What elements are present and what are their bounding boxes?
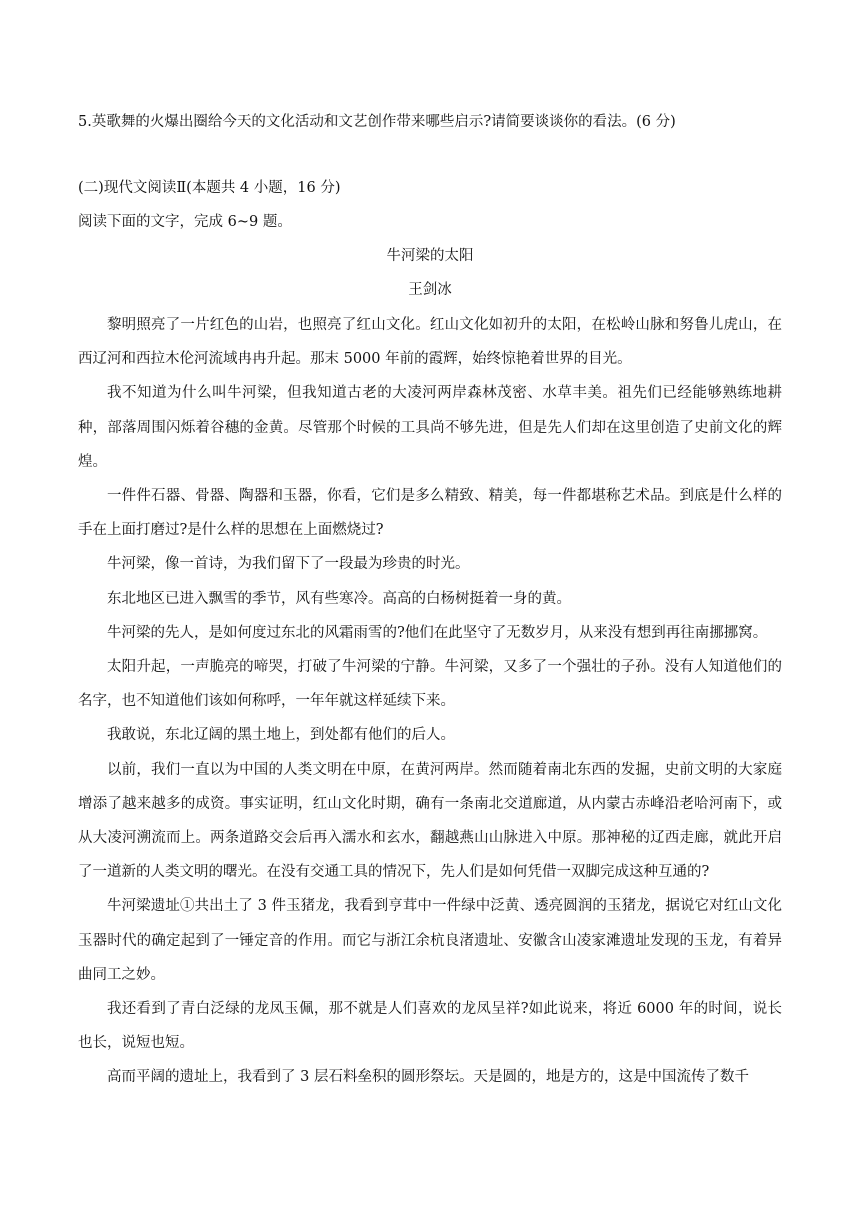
paragraph: 我还看到了青白泛绿的龙凤玉佩，那不就是人们喜欢的龙凤呈祥?如此说来，将近 6000 年的时间，说长也长，说短也短。 (78, 1001, 782, 1052)
paragraph: 我敢说，东北辽阔的黑土地上，到处都有他们的后人。 (107, 727, 455, 744)
paragraph: 以前，我们一直以为中国的人类文明在中原，在黄河两岸。然而随着南北东西的发掘，史前文明的大家庭增添了越来越多的成资。事实证明，红山文化时期，确有一条南北交道廊道，从内蒙古赤峰沿老哈河南下，或从大凌河溯流而上。两条道路交会后再入濡水和玄水，翻越燕山山脉进入中原。那神秘的辽西走廊，就此开启了一道新的人类文明的曙光。在没有交通工具的情况下，先人们是如何凭借一双脚完成这种互通的? (78, 761, 782, 881)
paragraph: 黎明照亮了一片红色的山岩，也照亮了红山文化。红山文化如初升的太阳，在松岭山脉和努鲁儿虎山，在西辽河和西拉木伦河流域冉冉升起。那末 5000 年前的霞辉，始终惊艳着世界的目光。 (78, 317, 782, 368)
article-title: 牛河梁的太阳 (386, 248, 474, 264)
question-5: 5.英歌舞的火爆出圈给今天的文化活动和文艺创作带来哪些启示?请简要谈谈你的看法。(6 分) (78, 114, 676, 130)
article-author: 王剑冰 (408, 282, 452, 298)
paragraph: 一件件石器、骨器、陶器和玉器，你看，它们是多么精致、精美，每一件都堪称艺术品。到底是什么样的手在上面打磨过?是什么样的思想在上面燃烧过? (78, 488, 782, 539)
section-instruction: 阅读下面的文字，完成 6~9 题。 (78, 214, 292, 230)
paragraph: 东北地区已进入飘雪的季节，风有些寒冷。高高的白杨树挺着一身的黄。 (107, 590, 571, 607)
section-heading: (二)现代文阅读Ⅱ(本题共 4 小题，16 分) (78, 180, 341, 196)
article-body (78, 308, 782, 1095)
paragraph: 牛河梁遗址①共出土了 3 件玉猪龙，我看到亨茸中一件绿中泛黄、透亮圆润的玉猪龙，据说它对红山文化玉器时代的确定起到了一锤定音的作用。而它与浙江余杭良渚遗址、安徽含山凌家滩遗址发现的玉龙，有着异曲同工之妙。 (78, 898, 782, 983)
paragraph: 高而平阔的遗址上，我看到了 3 层石料垒积的圆形祭坛。天是圆的，地是方的，这是中国流传了数千 (107, 1069, 749, 1086)
paragraph: 我不知道为什么叫牛河梁，但我知道古老的大凌河两岸森林茂密、水草丰美。祖先们已经能够熟练地耕种，部落周围闪烁着谷穗的金黄。尽管那个时候的工具尚不够先进，但是先人们却在这里创造了史前文化的辉煌。 (78, 385, 782, 470)
paragraph: 牛河梁的先人，是如何度过东北的风霜雨雪的?他们在此坚守了无数岁月，从来没有想到再往南挪挪窝。 (107, 624, 768, 641)
paragraph: 太阳升起，一声脆亮的啼哭，打破了牛河梁的宁静。牛河梁，又多了一个强壮的子孙。没有人知道他们的名字，也不知道他们该如何称呼，一年年就这样延续下来。 (78, 659, 782, 710)
paragraph: 牛河梁，像一首诗，为我们留下了一段最为珍贵的时光。 (107, 556, 470, 573)
